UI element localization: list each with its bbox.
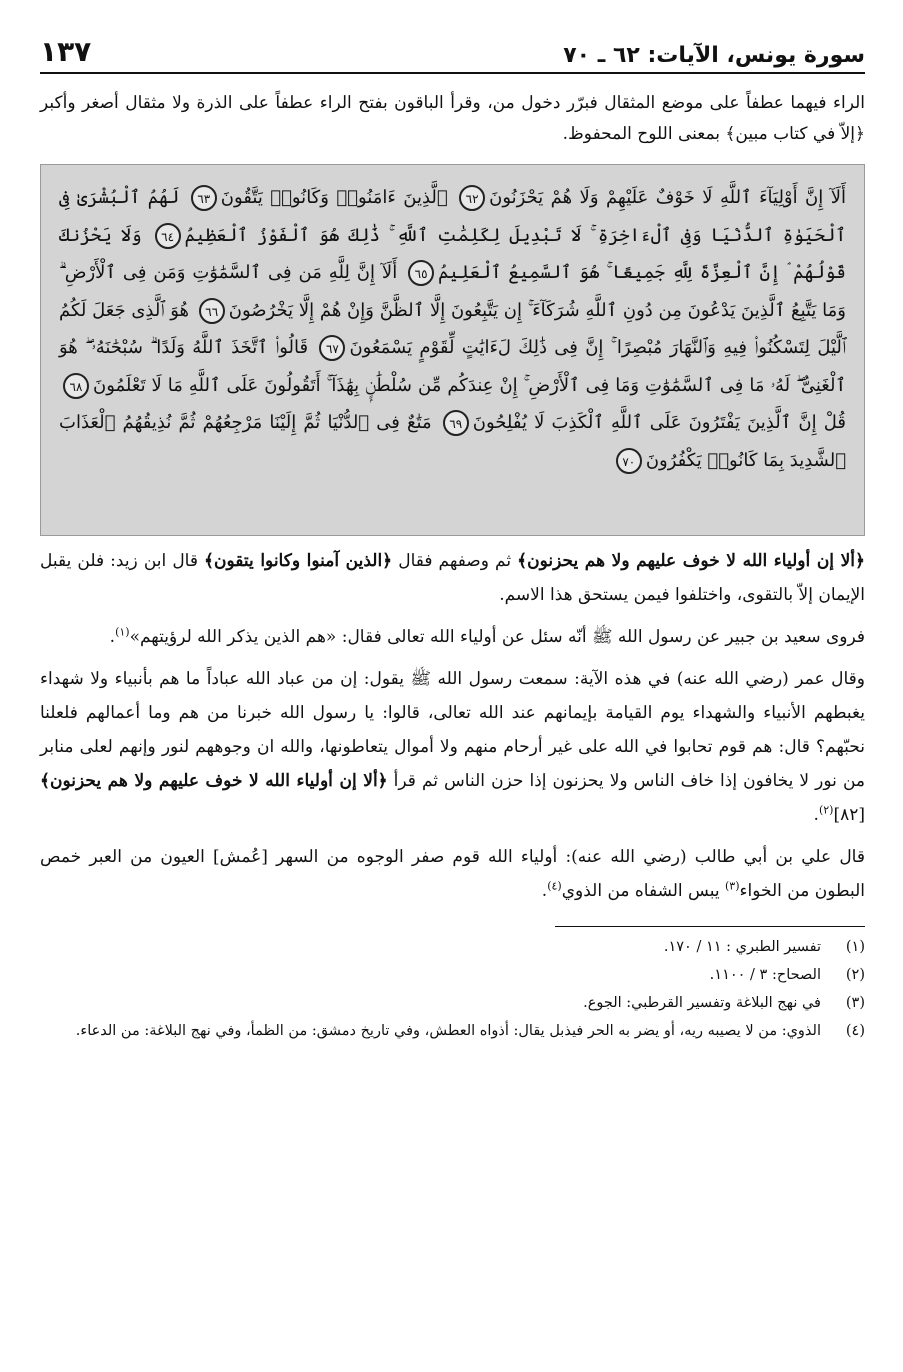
verse (455, 187, 846, 208)
verse-number: ٦٢ (459, 185, 485, 211)
verse-number: ٦٤ (155, 223, 181, 249)
body-text: فروى سعيد بن جبير عن رسول الله ﷺ أنّه سئل عن أولياء الله تعالى فقال: «هم الذين يذكر الله لرؤيتهم» (129, 627, 865, 647)
period: . (109, 627, 116, 647)
footnote-ref[interactable]: (٤) (547, 879, 562, 893)
footnote-text: الصحاح: ٣ / ١١٠٠. (709, 967, 821, 983)
verse-text: لَهُمُ ٱلْبُشْرَىٰ فِى ٱلْحَيَوٰةِ ٱلدُّنْيَا وَفِى ٱلْءَاخِرَةِ ۚ لَا تَبْدِيلَ لِكَلِمَٰتِ ٱللَّهِ ۚ ذَٰلِكَ هُوَ ٱلْفَوْزُ ٱلْعَظِيمُ (59, 187, 846, 246)
footnote-ref[interactable]: (١) (115, 625, 130, 639)
verse-number: ٧٠ (616, 448, 642, 474)
footnote-text: في نهج البلاغة وتفسير القرطبي: الجوع. (583, 995, 821, 1011)
footnote (40, 989, 865, 1017)
page-header (40, 30, 865, 74)
verse-number: ٦٨ (63, 373, 89, 399)
footnote-text: الذوي: من لا يصيبه ريه، أو يضر به الحر فيذبل يقال: أذواه العطش، وفي تاريخ دمشق: من الظمأ، وفي نهج البلاغة: من الدعاء. (75, 1023, 821, 1039)
footnotes (40, 933, 865, 1045)
body-text: قال ابن زيد: فلن يقبل الإيمان إلاّ بالتقوى، واختلفوا فيمن يستحق هذا الاسم. (40, 551, 865, 605)
verse-text: ٱلَّذِينَ ءَامَنُوا۟ وَكَانُوا۟ يَتَّقُونَ (220, 187, 448, 208)
verse-text: وَلَا يَحْزُنكَ قَوْلُهُمْ ۘ إِنَّ ٱلْعِزَّةَ لِلَّهِ جَمِيعًا ۚ هُوَ ٱلسَّمِيعُ ٱلْعَلِيمُ (59, 224, 846, 283)
footnote-ref[interactable]: (٢) (818, 803, 834, 817)
body-text: وقال عمر (رضي الله عنه) في هذه الآية: سمعت رسول الله ﷺ يقول: إن من عباد الله عباداً ما هم بأنبياء ولا شهداء يغبطهم الأنبياء والشهداء يوم القيامة بإيمانهم عند الله تعالى، قالوا: يا رسول الله خبرنا من هم وما أعمالهم فلعلنا نحبّهم؟ قال: هم قوم تحابوا في الله على غير أرحام منهم ولا أموال يتعاطونها، والله ان وجوههم لنور وإنهم لعلى منابر من نور لا يخافون إذا خاف الناس ولا يحزنون إذا حزن الناس ثم قرأ (40, 669, 865, 791)
footnote (40, 961, 865, 989)
footnote-number: (١) (845, 939, 865, 955)
quran-quote: ﴿الذين آمنوا وكانوا يتقون﴾ (204, 551, 393, 571)
footnote-text: تفسير الطبري : ١١ / ١٧٠. (663, 939, 821, 955)
footnote-separator (555, 926, 865, 927)
footnote-number: (٤) (845, 1023, 865, 1039)
verse-number: ٦٩ (443, 410, 469, 436)
verse-number: ٦٣ (191, 185, 217, 211)
verse-text: قُلْ إِنَّ ٱلَّذِينَ يَفْتَرُونَ عَلَى ٱللَّهِ ٱلْكَذِبَ لَا يُفْلِحُونَ (472, 412, 846, 433)
paragraph-said-ibn-jubayr (40, 620, 865, 654)
intro-paragraph: الراء فيهما عطفاً على موضع المثقال فبرّر دخول من، وقرأ الباقون بفتح الراء عطفاً على الذرة ولا مثقال أصغر وأكبر ﴿إلاّ في كتاب مبين﴾ بمعنى اللوح المحفوظ. (40, 93, 865, 144)
footnote (40, 933, 865, 961)
footnote-number: (٣) (845, 995, 865, 1011)
body-text: ثم وصفهم فقال (392, 551, 518, 571)
verse-text: قَالُوا۟ ٱتَّخَذَ ٱللَّهُ وَلَدًا ۗ سُبْحَٰنَهُۥ ۖ هُوَ ٱلْغَنِىُّ ۖ لَهُۥ مَا فِى ٱلسَّمَٰوَٰتِ وَمَا فِى ٱلْأَرْضِ ۚ إِنْ عِندَكُم مِّن سُلْطَٰنٍۭ بِهَٰذَآ ۚ أَتَقُولُونَ عَلَى ٱللَّهِ مَا لَا تَعْلَمُونَ (59, 337, 846, 396)
page-number: ١٣٧ (40, 35, 92, 68)
footnote (40, 1017, 865, 1045)
quran-quote: ﴿ألا إن أولياء الله لا خوف عليهم ولا هم يحزنون﴾ (517, 551, 865, 571)
quran-quote: ﴿ألا إن أولياء الله لا خوف عليهم ولا هم يحزنون﴾ (40, 771, 388, 791)
verse-text: هُوَ ٱلَّذِى جَعَلَ لَكُمُ ٱلَّيْلَ لِتَسْكُنُوا۟ فِيهِ وَٱلنَّهَارَ مُبْصِرًا ۚ إِنَّ فِى ذَٰلِكَ لَءَايَٰتٍ لِّقَوْمٍ يَسْمَعُونَ (59, 299, 846, 358)
verse-number: ٦٧ (319, 335, 345, 361)
verse-number: ٦٦ (199, 298, 225, 324)
period: . (541, 881, 548, 901)
verse-number: ٦٥ (408, 260, 434, 286)
verse (439, 412, 846, 433)
footnote-number: (٢) (845, 967, 865, 983)
book-page (40, 30, 865, 1045)
paragraph-umar (40, 662, 865, 832)
quran-verses-box (40, 164, 865, 536)
running-title: سورة يونس، الآيات: ٦٢ ـ ٧٠ (563, 43, 865, 68)
verse (187, 187, 448, 208)
verse-text: مَتَٰعٌ فِى ٱلدُّنْيَا ثُمَّ إِلَيْنَا مَرْجِعُهُمْ ثُمَّ نُذِيقُهُمُ ٱلْعَذَابَ ٱلشَّدِيدَ بِمَا كَانُوا۟ يَكْفُرُونَ (59, 412, 846, 471)
period: . (813, 805, 819, 825)
footnote-ref[interactable]: (٣) (725, 879, 740, 893)
verse-text: أَلَآ إِنَّ لِلَّهِ مَن فِى ٱلسَّمَٰوَٰتِ وَمَن فِى ٱلْأَرْضِ ۗ وَمَا يَتَّبِعُ ٱلَّذِينَ يَدْعُونَ مِن دُونِ ٱللَّهِ شُرَكَآءَ ۚ إِن يَتَّبِعُونَ إِلَّا ٱلظَّنَّ وَإِنْ هُمْ إِلَّا يَخْرُصُونَ (59, 262, 846, 321)
body-text: يبس الشفاه من الذوي (561, 881, 725, 901)
body-text: قال علي بن أبي طالب (رضي الله عنه): أولياء الله قوم صفر الوجوه من السهر [عُمش] العيون من العبر خمص البطون من الخواء (40, 847, 865, 901)
paragraph-awliya (40, 544, 865, 612)
reference: [٨٢] (833, 805, 865, 825)
verse-text: أَلَآ إِنَّ أَوْلِيَآءَ ٱللَّهِ لَا خَوْفٌ عَلَيْهِمْ وَلَا هُمْ يَحْزَنُونَ (489, 187, 846, 208)
paragraph-ali (40, 840, 865, 908)
